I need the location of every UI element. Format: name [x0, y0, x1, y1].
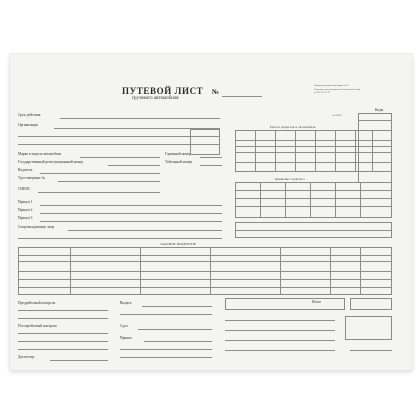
snils-line	[38, 192, 160, 193]
number-sign: №	[212, 88, 220, 96]
task-col-3	[210, 247, 211, 295]
task-col-2	[140, 247, 141, 295]
driver-line	[40, 173, 160, 174]
total-label: Итого	[312, 300, 322, 304]
dcw-row-4	[235, 162, 392, 163]
right-line-2	[225, 330, 335, 331]
fuel-col-4	[335, 182, 336, 218]
trailer-2-line	[40, 213, 222, 214]
fuel-row-2	[235, 198, 392, 199]
trailer-1-label: Прицеп 1	[18, 200, 33, 204]
post-trip-label: Послерейсовый контроль	[18, 324, 57, 328]
attached-persons-label: Сопровождающие лица	[18, 225, 55, 229]
dcw-row-2	[235, 146, 392, 147]
dispatcher-line	[50, 360, 108, 361]
task-row-3	[18, 271, 392, 272]
form-note-line-1: Типовая межотраслевая форма № 4-С	[314, 85, 350, 87]
dcw-col-2	[275, 130, 276, 172]
accepted-line	[144, 341, 212, 342]
task-col-1	[70, 247, 71, 295]
mode-box	[190, 129, 220, 155]
issued-label: Выдать	[120, 301, 132, 305]
form-title: ПУТЕВОЙ ЛИСТ	[122, 86, 204, 96]
total-value-box	[350, 298, 392, 310]
driver-task-title: ЗАДАНИЕ ВОДИТЕЛЮ	[160, 242, 196, 246]
total-box	[225, 298, 345, 310]
fuel-col-2	[285, 182, 286, 218]
car-brand-line	[80, 157, 160, 158]
fuel-col-3	[310, 182, 311, 218]
dcw-row-1	[235, 140, 392, 141]
pre-trip-line	[18, 310, 108, 311]
post-trip-line-2	[18, 341, 108, 342]
fuel-notes-row	[235, 230, 392, 231]
trailer-1-line	[40, 205, 222, 206]
certificate-line	[58, 181, 160, 182]
issued-line	[142, 306, 212, 307]
codes-label: Коды	[375, 108, 384, 112]
pre-trip-label: Предрейсовый контроль	[18, 301, 56, 305]
organization-label: Организация	[18, 123, 38, 127]
pre-trip-line-2	[18, 318, 108, 319]
dcw-row-3	[235, 152, 392, 153]
handed-line	[138, 329, 212, 330]
dcw-col-1	[255, 130, 256, 172]
task-col-6	[360, 247, 361, 295]
waybill-form	[10, 54, 412, 370]
okud-label: по ОКУД	[332, 114, 342, 117]
dcw-col-3	[295, 130, 296, 172]
handed-line-2	[120, 349, 212, 350]
post-trip-line	[18, 333, 108, 334]
right-sign-box	[345, 316, 392, 340]
certificate-label: Удостоверение №	[18, 176, 46, 180]
right-line-1	[225, 320, 335, 321]
task-row-1	[18, 255, 392, 256]
trailer-3-line	[40, 221, 222, 222]
handed-label: Сдал	[120, 324, 128, 328]
accepted-label: Принял	[120, 336, 132, 340]
fuel-col-5	[360, 182, 361, 218]
codes-row-line	[358, 120, 392, 121]
right-line-5	[350, 350, 392, 351]
state-reg-number-line	[108, 165, 160, 166]
driver-car-work-title: Работа водителя и автомобиля	[270, 125, 316, 129]
driver-label: Водитель	[18, 168, 33, 172]
form-note-line-3: от 28.11.97 № 78	[314, 92, 330, 94]
garage-number-label: Гаражный номер	[165, 152, 191, 156]
fuel-movement-title: Движение горючего	[275, 177, 305, 181]
trailer-2-label: Прицеп 2	[18, 208, 33, 212]
dispatcher-label: Диспетчер	[18, 355, 35, 359]
snils-label: СНИЛС	[18, 187, 31, 191]
post-trip-line-3	[18, 349, 108, 350]
right-line-3	[225, 340, 335, 341]
task-row-5	[18, 287, 392, 288]
dcw-col-7	[372, 130, 373, 172]
driver-car-work-table	[235, 130, 392, 172]
number-line	[222, 96, 262, 97]
garage-number-line	[200, 157, 222, 158]
valid-until-label: Срок действия	[18, 113, 41, 117]
trailer-3-label: Прицеп 3	[18, 216, 33, 220]
attached-persons-line	[68, 230, 222, 231]
car-brand-label: Марка и модель автомобиля	[18, 152, 62, 156]
fuel-col-1	[260, 182, 261, 218]
attached-persons-line-2	[18, 238, 222, 239]
fuel-row-3	[235, 206, 392, 207]
dcw-col-4	[315, 130, 316, 172]
right-line-4	[225, 350, 335, 351]
task-row-2	[18, 261, 392, 262]
state-reg-number-label: Государственный регистрационный номер	[18, 160, 83, 164]
dcw-col-5	[335, 130, 336, 172]
dcw-col-6	[355, 130, 356, 172]
handed-line-3	[120, 357, 212, 358]
form-note-line-2: Утверждена постановлением Госкомстата России	[314, 88, 361, 91]
form-subtitle: грузового автомобиля	[132, 96, 179, 101]
employee-number-line	[200, 165, 222, 166]
employee-number-label: Табельный номер	[165, 160, 192, 164]
task-col-5	[330, 247, 331, 295]
task-col-4	[280, 247, 281, 295]
task-row-4	[18, 279, 392, 280]
valid-until-line	[60, 118, 220, 119]
fuel-movement-table	[235, 182, 392, 218]
fuel-row-1	[235, 190, 392, 191]
issued-line-2	[120, 314, 212, 315]
